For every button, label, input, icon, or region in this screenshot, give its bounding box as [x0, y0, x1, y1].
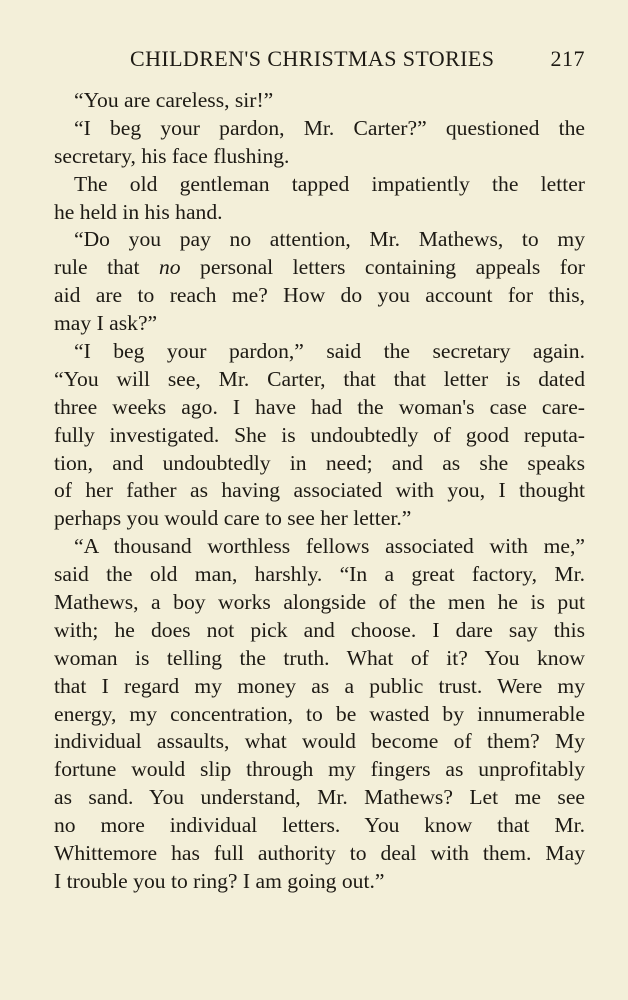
text-line: woman is telling the truth. What of it? You know [54, 645, 585, 670]
text-line: “A thousand worthless fellows associated with me,” [74, 534, 585, 559]
text-line: “I beg your pardon,” said the secretary again. [74, 339, 585, 364]
text-line: individual assaults, what would become of them? My [54, 729, 585, 754]
text-line: fully investigated. She is undoubtedly of good reputa- [54, 422, 585, 447]
text-line: energy, my concentration, to be wasted by innumerable [54, 701, 585, 726]
text-line: three weeks ago. I have had the woman's case care- [54, 394, 585, 419]
text-line: fortune would slip through my fingers as unprofitably [54, 757, 585, 782]
text-line: may I ask?” [54, 311, 158, 336]
text-segment: personal letters containing appeals for [180, 255, 585, 280]
text-line: aid are to reach me? How do you account for this, [54, 283, 585, 308]
text-line: perhaps you would care to see her letter.” [54, 506, 412, 531]
text-line: The old gentleman tapped impatiently the letter [74, 171, 585, 196]
text-line [54, 254, 585, 282]
running-title: CHILDREN'S CHRISTMAS STORIES [130, 46, 495, 71]
text-line: with; he does not pick and choose. I dare say this [54, 617, 585, 642]
text-line: as sand. You understand, Mr. Mathews? Let me see [54, 785, 585, 810]
text-segment: rule that [54, 255, 159, 280]
text-line: he held in his hand. [54, 199, 223, 224]
text-line: Whittemore has full authority to deal with them. May [54, 841, 585, 866]
text-line: tion, and undoubtedly in need; and as she speaks [54, 450, 585, 475]
text-line: “Do you pay no attention, Mr. Mathews, to my [74, 227, 585, 252]
text-line: secretary, his face flushing. [54, 143, 290, 168]
text-line: said the old man, harshly. “In a great factory, Mr. [54, 562, 585, 587]
text-line: of her father as having associated with you, I thought [54, 478, 585, 503]
body-text [54, 87, 585, 896]
text-line: “You are careless, sir!” [74, 88, 274, 112]
text-line: no more individual letters. You know that Mr. [54, 813, 585, 838]
running-head [54, 46, 585, 80]
page-number: 217 [550, 46, 585, 71]
text-line: Mathews, a boy works alongside of the men he is put [54, 590, 585, 615]
text-line: “I beg your pardon, Mr. Carter?” questioned the [74, 115, 585, 140]
text-line: “You will see, Mr. Carter, that that letter is dated [54, 366, 585, 391]
text-line: I trouble you to ring? I am going out.” [54, 868, 385, 893]
text-line: that I regard my money as a public trust. Were my [54, 673, 585, 698]
emphasized-word: no [158, 255, 181, 280]
